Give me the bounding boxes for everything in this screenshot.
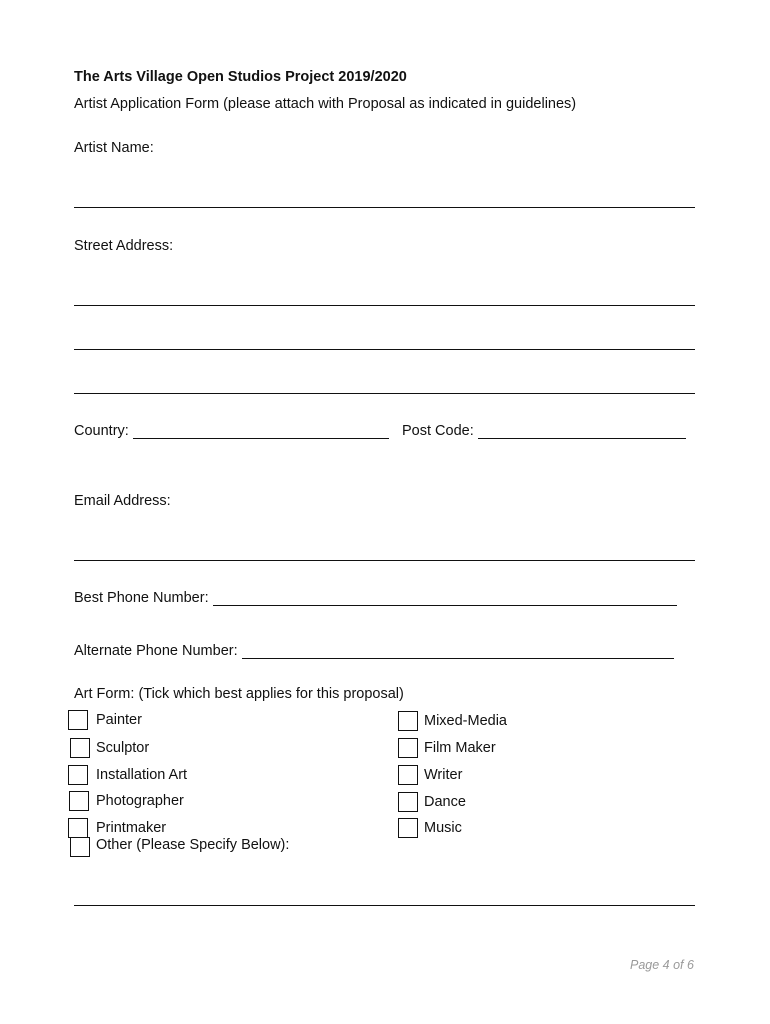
option-label: Dance — [424, 794, 466, 810]
checkbox[interactable] — [68, 710, 88, 730]
checkbox[interactable] — [398, 818, 418, 838]
option-label: Film Maker — [424, 740, 496, 756]
alternate-phone-field-line[interactable] — [242, 644, 674, 659]
best-phone-label: Best Phone Number: — [74, 590, 209, 606]
option-label: Music — [424, 820, 462, 836]
option-label: Other (Please Specify Below): — [96, 837, 290, 853]
checkbox[interactable] — [70, 837, 90, 857]
option-label: Printmaker — [96, 820, 167, 836]
option-label: Writer — [424, 767, 463, 783]
art-form-option-dance[interactable] — [398, 792, 466, 812]
checkbox[interactable] — [68, 818, 88, 838]
option-label: Installation Art — [96, 767, 188, 783]
best-phone-field-line[interactable] — [213, 591, 677, 606]
checkbox[interactable] — [70, 738, 90, 758]
art-form-option-writer[interactable] — [398, 765, 462, 785]
post-code-label: Post Code: — [402, 423, 474, 439]
art-form-option-installation-art[interactable] — [68, 765, 187, 785]
street-address-line-3[interactable] — [74, 393, 695, 394]
alternate-phone-row — [74, 643, 674, 659]
art-form-heading: Art Form: (Tick which best applies for this proposal) — [74, 686, 404, 702]
art-form-option-music[interactable] — [398, 818, 462, 838]
art-form-option-photographer[interactable] — [69, 791, 184, 811]
art-form-option-mixed-media[interactable] — [398, 711, 507, 731]
art-form-option-film-maker[interactable] — [398, 738, 496, 758]
document-title: The Arts Village Open Studios Project 2019/2020 — [74, 69, 407, 85]
artist-name-line[interactable] — [74, 207, 695, 208]
art-form-option-sculptor[interactable] — [70, 738, 149, 758]
option-label: Sculptor — [96, 740, 150, 756]
country-label: Country: — [74, 423, 129, 439]
alternate-phone-label: Alternate Phone Number: — [74, 643, 238, 659]
artist-name-label: Artist Name: — [74, 140, 154, 156]
art-form-option-other[interactable] — [70, 837, 289, 857]
street-address-line-1[interactable] — [74, 305, 695, 306]
option-label: Painter — [96, 712, 142, 728]
checkbox[interactable] — [68, 765, 88, 785]
page-number: Page 4 of 6 — [630, 958, 694, 972]
option-label: Mixed-Media — [424, 713, 507, 729]
checkbox[interactable] — [69, 791, 89, 811]
checkbox[interactable] — [398, 711, 418, 731]
document-subtitle: Artist Application Form (please attach with Proposal as indicated in guidelines) — [74, 96, 577, 112]
email-label: Email Address: — [74, 493, 171, 509]
checkbox[interactable] — [398, 765, 418, 785]
checkbox[interactable] — [398, 792, 418, 812]
post-code-row — [402, 423, 686, 439]
art-form-option-printmaker[interactable] — [68, 818, 166, 838]
country-row — [74, 423, 389, 439]
checkbox[interactable] — [398, 738, 418, 758]
email-line[interactable] — [74, 560, 695, 561]
option-label: Photographer — [96, 793, 184, 809]
street-address-label: Street Address: — [74, 238, 174, 254]
art-form-option-painter[interactable] — [68, 710, 142, 730]
best-phone-row — [74, 590, 677, 606]
post-code-field-line[interactable] — [478, 424, 686, 439]
other-specify-line[interactable] — [74, 905, 695, 906]
country-field-line[interactable] — [133, 424, 389, 439]
street-address-line-2[interactable] — [74, 349, 695, 350]
